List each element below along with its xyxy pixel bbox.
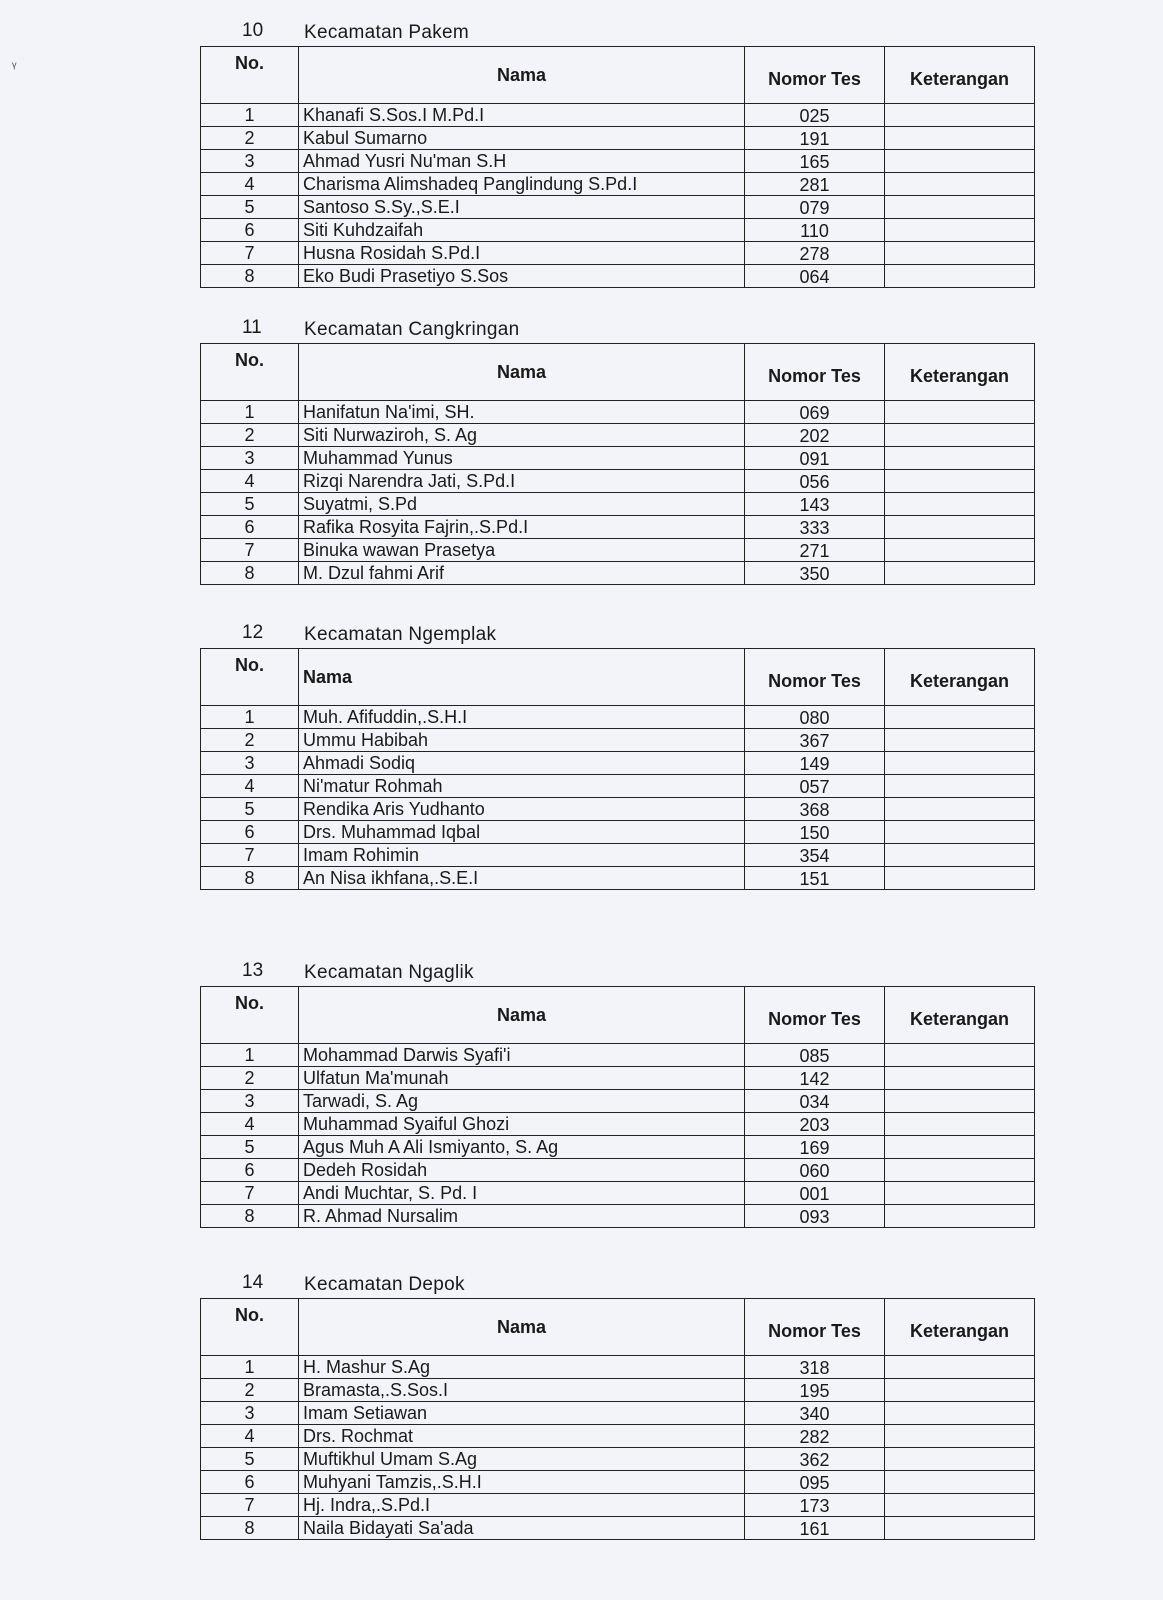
cell-nama: Drs. Rochmat (299, 1425, 745, 1448)
cell-nama: Suyatmi, S.Pd (299, 493, 745, 516)
cell-nama: H. Mashur S.Ag (299, 1356, 745, 1379)
cell-nama: Eko Budi Prasetiyo S.Sos (299, 265, 745, 288)
header-nomor-tes: Nomor Tes (745, 987, 885, 1044)
table-row (201, 447, 1035, 470)
cell-no: 2 (201, 1379, 299, 1402)
cell-no: 8 (201, 1205, 299, 1228)
cell-nama: Rizqi Narendra Jati, S.Pd.I (299, 470, 745, 493)
cell-no: 7 (201, 1494, 299, 1517)
header-nomor-tes: Nomor Tes (745, 47, 885, 104)
section-ngaglik (200, 960, 1056, 1228)
cell-nama: Kabul Sumarno (299, 127, 745, 150)
section-name: Kecamatan Ngaglik (304, 962, 474, 983)
cell-no: 2 (201, 729, 299, 752)
section-title (200, 1272, 1056, 1298)
cell-nama: Muhyani Tamzis,.S.H.I (299, 1471, 745, 1494)
header-keterangan: Keterangan (885, 649, 1035, 706)
cell-nomor-tes: 069 (745, 401, 885, 424)
participant-table (200, 46, 1035, 288)
cell-nomor-tes: 056 (745, 470, 885, 493)
cell-no: 5 (201, 493, 299, 516)
cell-keterangan (885, 729, 1035, 752)
table-row (201, 1471, 1035, 1494)
cell-keterangan (885, 1136, 1035, 1159)
header-nama: Nama (299, 47, 745, 104)
table-header-row (201, 47, 1035, 104)
table-row (201, 729, 1035, 752)
table-row (201, 752, 1035, 775)
section-number: 11 (242, 317, 262, 338)
cell-keterangan (885, 1379, 1035, 1402)
cell-nomor-tes: 064 (745, 265, 885, 288)
cell-keterangan (885, 1517, 1035, 1540)
cell-no: 4 (201, 775, 299, 798)
table-row (201, 516, 1035, 539)
header-keterangan: Keterangan (885, 1299, 1035, 1356)
section-number: 13 (242, 960, 264, 981)
cell-no: 5 (201, 798, 299, 821)
table-row (201, 470, 1035, 493)
table-row (201, 1113, 1035, 1136)
section-name: Kecamatan Depok (304, 1274, 465, 1295)
header-keterangan: Keterangan (885, 987, 1035, 1044)
cell-nama: Ni'matur Rohmah (299, 775, 745, 798)
header-no: No. (201, 649, 299, 706)
cell-nama: Binuka wawan Prasetya (299, 539, 745, 562)
cell-nama: Santoso S.Sy.,S.E.I (299, 196, 745, 219)
section-number: 12 (242, 622, 264, 643)
table-header-row (201, 1299, 1035, 1356)
table-row (201, 1425, 1035, 1448)
cell-nomor-tes: 095 (745, 1471, 885, 1494)
table-row (201, 424, 1035, 447)
cell-nomor-tes: 001 (745, 1182, 885, 1205)
table-header-row (201, 344, 1035, 401)
cell-nomor-tes: 354 (745, 844, 885, 867)
cell-keterangan (885, 539, 1035, 562)
cell-nama: Naila Bidayati Sa'ada (299, 1517, 745, 1540)
cell-keterangan (885, 493, 1035, 516)
cell-keterangan (885, 821, 1035, 844)
cell-keterangan (885, 706, 1035, 729)
table-header-row (201, 649, 1035, 706)
participant-table (200, 648, 1035, 890)
table-row (201, 1494, 1035, 1517)
table-row (201, 1379, 1035, 1402)
cell-nama: Muftikhul Umam S.Ag (299, 1448, 745, 1471)
cell-nama: Hanifatun Na'imi, SH. (299, 401, 745, 424)
cell-nama: Tarwadi, S. Ag (299, 1090, 745, 1113)
cell-no: 6 (201, 821, 299, 844)
section-pakem (200, 20, 1056, 288)
cell-keterangan (885, 1159, 1035, 1182)
cell-nomor-tes: 150 (745, 821, 885, 844)
cell-nomor-tes: 271 (745, 539, 885, 562)
table-row (201, 706, 1035, 729)
cell-nomor-tes: 161 (745, 1517, 885, 1540)
cell-no: 7 (201, 242, 299, 265)
cell-nama: Ulfatun Ma'munah (299, 1067, 745, 1090)
cell-keterangan (885, 844, 1035, 867)
table-row (201, 219, 1035, 242)
cell-keterangan (885, 173, 1035, 196)
table-row (201, 401, 1035, 424)
cell-nomor-tes: 367 (745, 729, 885, 752)
cell-no: 2 (201, 127, 299, 150)
table-row (201, 150, 1035, 173)
cell-nama: Ummu Habibah (299, 729, 745, 752)
cell-nama: Drs. Muhammad Iqbal (299, 821, 745, 844)
cell-nama: Andi Muchtar, S. Pd. I (299, 1182, 745, 1205)
cell-nomor-tes: 278 (745, 242, 885, 265)
table-row (201, 844, 1035, 867)
header-no: No. (201, 47, 299, 104)
table-row (201, 493, 1035, 516)
header-no: No. (201, 987, 299, 1044)
scan-speck: ᵞ (12, 58, 17, 74)
table-row (201, 775, 1035, 798)
cell-nomor-tes: 034 (745, 1090, 885, 1113)
cell-no: 8 (201, 562, 299, 585)
cell-keterangan (885, 265, 1035, 288)
cell-nomor-tes: 340 (745, 1402, 885, 1425)
cell-nomor-tes: 333 (745, 516, 885, 539)
cell-keterangan (885, 447, 1035, 470)
header-keterangan: Keterangan (885, 47, 1035, 104)
table-row (201, 867, 1035, 890)
table-row (201, 1044, 1035, 1067)
cell-nomor-tes: 143 (745, 493, 885, 516)
cell-no: 1 (201, 1356, 299, 1379)
table-row (201, 1159, 1035, 1182)
cell-nomor-tes: 350 (745, 562, 885, 585)
header-nama: Nama (299, 1299, 745, 1356)
header-no: No. (201, 344, 299, 401)
cell-keterangan (885, 752, 1035, 775)
cell-nomor-tes: 202 (745, 424, 885, 447)
cell-keterangan (885, 516, 1035, 539)
cell-nama: Rendika Aris Yudhanto (299, 798, 745, 821)
cell-no: 5 (201, 1136, 299, 1159)
table-row (201, 539, 1035, 562)
table-row (201, 1090, 1035, 1113)
table-row (201, 1356, 1035, 1379)
table-row (201, 1448, 1035, 1471)
table-row (201, 265, 1035, 288)
section-cangkringan (200, 317, 1056, 585)
cell-no: 7 (201, 539, 299, 562)
cell-nomor-tes: 318 (745, 1356, 885, 1379)
cell-nama: Ahmadi Sodiq (299, 752, 745, 775)
cell-nama: Husna Rosidah S.Pd.I (299, 242, 745, 265)
cell-no: 3 (201, 447, 299, 470)
cell-nomor-tes: 025 (745, 104, 885, 127)
cell-nomor-tes: 173 (745, 1494, 885, 1517)
cell-nomor-tes: 142 (745, 1067, 885, 1090)
cell-keterangan (885, 1067, 1035, 1090)
cell-keterangan (885, 470, 1035, 493)
table-row (201, 1136, 1035, 1159)
cell-keterangan (885, 1182, 1035, 1205)
cell-nomor-tes: 169 (745, 1136, 885, 1159)
participant-table (200, 1298, 1035, 1540)
cell-no: 3 (201, 1402, 299, 1425)
cell-nomor-tes: 093 (745, 1205, 885, 1228)
cell-nama: Dedeh Rosidah (299, 1159, 745, 1182)
section-name: Kecamatan Pakem (304, 22, 470, 43)
cell-no: 8 (201, 1517, 299, 1540)
header-no: No. (201, 1299, 299, 1356)
cell-nama: Bramasta,.S.Sos.I (299, 1379, 745, 1402)
cell-nomor-tes: 057 (745, 775, 885, 798)
table-row (201, 104, 1035, 127)
cell-keterangan (885, 127, 1035, 150)
section-ngemplak (200, 622, 1056, 890)
cell-no: 6 (201, 1471, 299, 1494)
cell-no: 2 (201, 424, 299, 447)
header-nama: Nama (299, 344, 745, 401)
cell-no: 3 (201, 1090, 299, 1113)
cell-keterangan (885, 1471, 1035, 1494)
cell-keterangan (885, 104, 1035, 127)
table-row (201, 1205, 1035, 1228)
cell-keterangan (885, 401, 1035, 424)
section-title (200, 622, 1056, 648)
cell-nomor-tes: 060 (745, 1159, 885, 1182)
cell-no: 8 (201, 867, 299, 890)
cell-nama: Muhammad Syaiful Ghozi (299, 1113, 745, 1136)
section-name: Kecamatan Ngemplak (304, 624, 497, 645)
cell-nomor-tes: 110 (745, 219, 885, 242)
cell-no: 8 (201, 265, 299, 288)
cell-nomor-tes: 149 (745, 752, 885, 775)
cell-no: 4 (201, 1113, 299, 1136)
cell-no: 6 (201, 1159, 299, 1182)
cell-nomor-tes: 203 (745, 1113, 885, 1136)
cell-nama: An Nisa ikhfana,.S.E.I (299, 867, 745, 890)
cell-nomor-tes: 191 (745, 127, 885, 150)
cell-keterangan (885, 1356, 1035, 1379)
header-nomor-tes: Nomor Tes (745, 344, 885, 401)
cell-nomor-tes: 368 (745, 798, 885, 821)
cell-nama: Hj. Indra,.S.Pd.I (299, 1494, 745, 1517)
cell-nomor-tes: 080 (745, 706, 885, 729)
table-row (201, 196, 1035, 219)
cell-no: 1 (201, 104, 299, 127)
cell-no: 6 (201, 516, 299, 539)
table-row (201, 821, 1035, 844)
cell-nama: Imam Setiawan (299, 1402, 745, 1425)
cell-keterangan (885, 867, 1035, 890)
cell-no: 3 (201, 150, 299, 173)
cell-keterangan (885, 1494, 1035, 1517)
header-keterangan: Keterangan (885, 344, 1035, 401)
cell-nomor-tes: 362 (745, 1448, 885, 1471)
cell-no: 4 (201, 1425, 299, 1448)
cell-nama: Imam Rohimin (299, 844, 745, 867)
cell-no: 7 (201, 844, 299, 867)
cell-no: 1 (201, 401, 299, 424)
table-header-row (201, 987, 1035, 1044)
cell-keterangan (885, 424, 1035, 447)
cell-nama: R. Ahmad Nursalim (299, 1205, 745, 1228)
participant-table (200, 986, 1035, 1228)
cell-nomor-tes: 165 (745, 150, 885, 173)
cell-nama: Mohammad Darwis Syafi'i (299, 1044, 745, 1067)
cell-nomor-tes: 091 (745, 447, 885, 470)
table-row (201, 1402, 1035, 1425)
cell-keterangan (885, 562, 1035, 585)
cell-no: 5 (201, 1448, 299, 1471)
cell-keterangan (885, 1402, 1035, 1425)
cell-keterangan (885, 1205, 1035, 1228)
cell-nama: M. Dzul fahmi Arif (299, 562, 745, 585)
cell-nomor-tes: 282 (745, 1425, 885, 1448)
cell-nama: Muhammad Yunus (299, 447, 745, 470)
cell-keterangan (885, 150, 1035, 173)
section-depok (200, 1272, 1056, 1540)
table-row (201, 1182, 1035, 1205)
table-row (201, 798, 1035, 821)
cell-keterangan (885, 242, 1035, 265)
cell-keterangan (885, 219, 1035, 242)
cell-nama: Ahmad Yusri Nu'man S.H (299, 150, 745, 173)
cell-nama: Agus Muh A Ali Ismiyanto, S. Ag (299, 1136, 745, 1159)
cell-no: 1 (201, 706, 299, 729)
table-row (201, 562, 1035, 585)
cell-nama: Muh. Afifuddin,.S.H.I (299, 706, 745, 729)
cell-keterangan (885, 196, 1035, 219)
cell-no: 4 (201, 173, 299, 196)
cell-no: 1 (201, 1044, 299, 1067)
section-number: 10 (242, 20, 264, 41)
cell-nama: Siti Kuhdzaifah (299, 219, 745, 242)
cell-no: 6 (201, 219, 299, 242)
section-name: Kecamatan Cangkringan (304, 319, 520, 340)
cell-no: 7 (201, 1182, 299, 1205)
cell-keterangan (885, 798, 1035, 821)
table-row (201, 1067, 1035, 1090)
cell-keterangan (885, 1090, 1035, 1113)
cell-keterangan (885, 1448, 1035, 1471)
cell-nomor-tes: 085 (745, 1044, 885, 1067)
cell-keterangan (885, 1425, 1035, 1448)
cell-nama: Siti Nurwaziroh, S. Ag (299, 424, 745, 447)
cell-nomor-tes: 079 (745, 196, 885, 219)
cell-no: 5 (201, 196, 299, 219)
table-row (201, 127, 1035, 150)
cell-nama: Charisma Alimshadeq Panglindung S.Pd.I (299, 173, 745, 196)
header-nama: Nama (299, 987, 745, 1044)
cell-nomor-tes: 151 (745, 867, 885, 890)
cell-nama: Khanafi S.Sos.I M.Pd.I (299, 104, 745, 127)
table-row (201, 242, 1035, 265)
section-title (200, 960, 1056, 986)
cell-keterangan (885, 1113, 1035, 1136)
cell-nomor-tes: 281 (745, 173, 885, 196)
cell-no: 4 (201, 470, 299, 493)
cell-no: 2 (201, 1067, 299, 1090)
section-title (200, 20, 1056, 46)
participant-table (200, 343, 1035, 585)
cell-keterangan (885, 775, 1035, 798)
header-nomor-tes: Nomor Tes (745, 649, 885, 706)
cell-keterangan (885, 1044, 1035, 1067)
cell-no: 3 (201, 752, 299, 775)
header-nama: Nama (299, 649, 745, 706)
header-nomor-tes: Nomor Tes (745, 1299, 885, 1356)
section-number: 14 (242, 1272, 264, 1293)
section-title (200, 317, 1056, 343)
table-row (201, 1517, 1035, 1540)
cell-nama: Rafika Rosyita Fajrin,.S.Pd.I (299, 516, 745, 539)
table-row (201, 173, 1035, 196)
cell-nomor-tes: 195 (745, 1379, 885, 1402)
